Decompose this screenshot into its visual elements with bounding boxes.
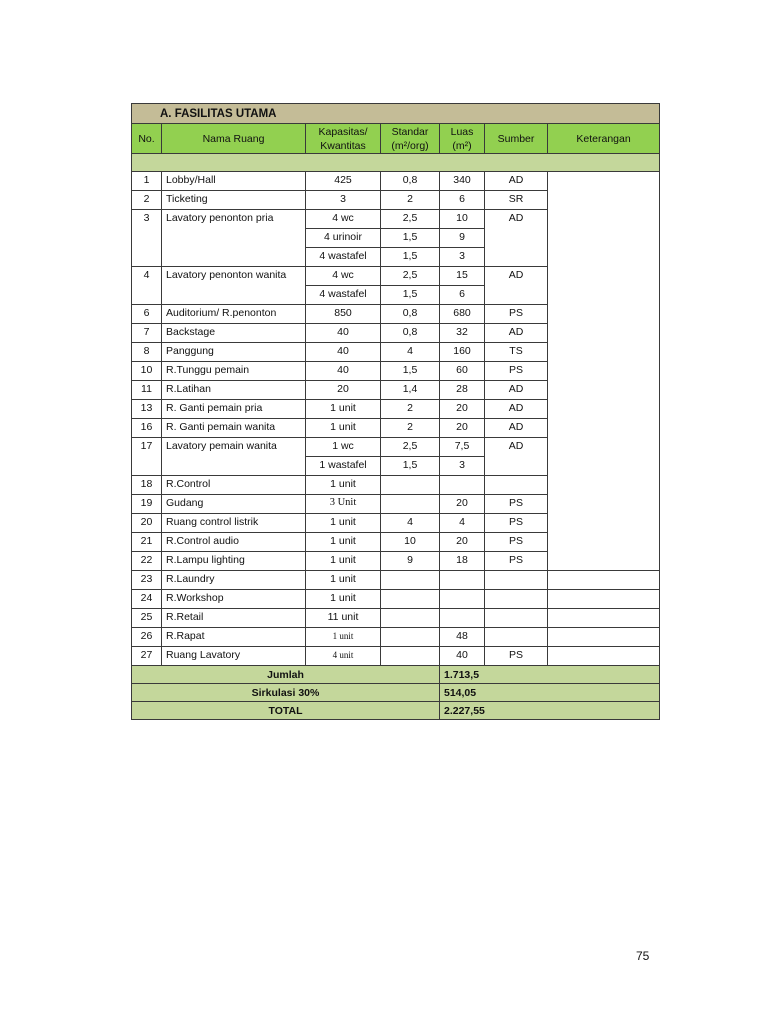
cell-kapasitas: 3 Unit [306, 495, 381, 514]
cell-standar: 1,5 [381, 229, 440, 248]
cell-standar [381, 628, 440, 647]
cell-luas: 15 [440, 267, 485, 286]
table-row [132, 571, 660, 590]
cell-sumber [485, 609, 548, 628]
page-number: 75 [636, 949, 650, 963]
cell-luas [440, 590, 485, 609]
cell-luas: 10 [440, 210, 485, 229]
cell-sumber: AD [485, 324, 548, 343]
cell-kapasitas: 4 wc [306, 267, 381, 286]
cell-kapasitas: 1 unit [306, 552, 381, 571]
cell-nama: Lavatory penonton wanita [162, 267, 306, 305]
cell-no: 7 [132, 324, 162, 343]
header-nama-ruang: Nama Ruang [162, 124, 306, 154]
header-standar: Standar (m²/org) [381, 124, 440, 154]
cell-kapasitas: 20 [306, 381, 381, 400]
cell-keterangan [548, 590, 660, 609]
cell-nama: Lavatory pemain wanita [162, 438, 306, 476]
cell-nama: R.Control audio [162, 533, 306, 552]
cell-kapasitas: 3 [306, 191, 381, 210]
cell-kapasitas: 1 unit [306, 400, 381, 419]
table-row [132, 628, 660, 647]
header-kapasitas: Kapasitas/ Kwantitas [306, 124, 381, 154]
cell-luas: 40 [440, 647, 485, 666]
cell-keterangan [548, 647, 660, 666]
cell-luas [440, 476, 485, 495]
cell-luas: 3 [440, 457, 485, 476]
cell-kapasitas: 4 wastafel [306, 286, 381, 305]
cell-keterangan [548, 609, 660, 628]
cell-no: 22 [132, 552, 162, 571]
cell-nama: R.Rapat [162, 628, 306, 647]
cell-nama: R.Lampu lighting [162, 552, 306, 571]
table-row [132, 647, 660, 666]
cell-nama: Gudang [162, 495, 306, 514]
cell-kapasitas: 4 wc [306, 210, 381, 229]
cell-nama: R.Laundry [162, 571, 306, 590]
cell-nama: Lobby/Hall [162, 172, 306, 191]
cell-no: 20 [132, 514, 162, 533]
table-row [132, 590, 660, 609]
cell-luas: 160 [440, 343, 485, 362]
cell-nama: Auditorium/ R.penonton [162, 305, 306, 324]
cell-luas: 680 [440, 305, 485, 324]
cell-standar: 2 [381, 400, 440, 419]
summary-row-sirkulasi [132, 684, 660, 702]
summary-value: 2.227,55 [440, 702, 660, 720]
cell-kapasitas: 850 [306, 305, 381, 324]
cell-no: 10 [132, 362, 162, 381]
cell-no: 23 [132, 571, 162, 590]
cell-sumber: AD [485, 438, 548, 476]
cell-standar: 1,5 [381, 248, 440, 267]
header-spacer-row [132, 154, 660, 172]
cell-no: 8 [132, 343, 162, 362]
cell-nama: R.Control [162, 476, 306, 495]
cell-sumber: PS [485, 495, 548, 514]
summary-row-total [132, 702, 660, 720]
cell-nama: R.Workshop [162, 590, 306, 609]
cell-kapasitas: 1 unit [306, 628, 381, 647]
cell-no: 26 [132, 628, 162, 647]
cell-sumber: SR [485, 191, 548, 210]
cell-kapasitas: 40 [306, 362, 381, 381]
cell-nama: R.Retail [162, 609, 306, 628]
cell-no: 17 [132, 438, 162, 476]
summary-label: TOTAL [132, 702, 440, 720]
cell-nama: Lavatory penonton pria [162, 210, 306, 267]
cell-sumber: AD [485, 267, 548, 305]
section-title: A. FASILITAS UTAMA [132, 104, 660, 124]
summary-value: 514,05 [440, 684, 660, 702]
cell-sumber: PS [485, 552, 548, 571]
cell-standar: 2,5 [381, 267, 440, 286]
summary-value: 1.713,5 [440, 666, 660, 684]
cell-no: 24 [132, 590, 162, 609]
cell-no: 18 [132, 476, 162, 495]
cell-sumber [485, 571, 548, 590]
summary-row-jumlah [132, 666, 660, 684]
cell-sumber: AD [485, 400, 548, 419]
cell-luas: 340 [440, 172, 485, 191]
cell-kapasitas: 1 unit [306, 533, 381, 552]
cell-standar: 1,5 [381, 457, 440, 476]
cell-no: 1 [132, 172, 162, 191]
section-title-row [132, 104, 660, 124]
header-sumber: Sumber [485, 124, 548, 154]
cell-sumber [485, 590, 548, 609]
cell-sumber: PS [485, 305, 548, 324]
cell-luas: 28 [440, 381, 485, 400]
cell-sumber: PS [485, 533, 548, 552]
cell-nama: R.Tunggu pemain [162, 362, 306, 381]
cell-standar: 0,8 [381, 324, 440, 343]
cell-standar [381, 590, 440, 609]
cell-standar: 2 [381, 419, 440, 438]
cell-standar: 4 [381, 343, 440, 362]
cell-sumber: TS [485, 343, 548, 362]
cell-kapasitas: 1 unit [306, 476, 381, 495]
cell-sumber [485, 628, 548, 647]
cell-standar: 0,8 [381, 305, 440, 324]
cell-luas [440, 571, 485, 590]
cell-kapasitas: 1 unit [306, 571, 381, 590]
cell-nama: Panggung [162, 343, 306, 362]
cell-luas: 18 [440, 552, 485, 571]
summary-label: Sirkulasi 30% [132, 684, 440, 702]
cell-no: 21 [132, 533, 162, 552]
cell-standar: 2,5 [381, 210, 440, 229]
cell-standar: 9 [381, 552, 440, 571]
table-row [132, 609, 660, 628]
cell-nama: Ruang Lavatory [162, 647, 306, 666]
header-no: No. [132, 124, 162, 154]
cell-kapasitas: 4 urinoir [306, 229, 381, 248]
cell-kapasitas: 4 wastafel [306, 248, 381, 267]
facility-table [131, 103, 660, 720]
cell-kapasitas: 11 unit [306, 609, 381, 628]
cell-standar [381, 476, 440, 495]
cell-kapasitas: 1 unit [306, 514, 381, 533]
cell-kapasitas: 1 wc [306, 438, 381, 457]
cell-sumber: PS [485, 362, 548, 381]
cell-nama: Backstage [162, 324, 306, 343]
cell-standar [381, 609, 440, 628]
cell-no: 2 [132, 191, 162, 210]
cell-luas: 20 [440, 495, 485, 514]
cell-luas: 60 [440, 362, 485, 381]
cell-sumber: AD [485, 419, 548, 438]
cell-sumber: AD [485, 172, 548, 191]
cell-no: 4 [132, 267, 162, 305]
cell-nama: Ticketing [162, 191, 306, 210]
cell-nama: R. Ganti pemain pria [162, 400, 306, 419]
cell-luas: 48 [440, 628, 485, 647]
header-keterangan: Keterangan [548, 124, 660, 154]
cell-standar: 2,5 [381, 438, 440, 457]
cell-no: 6 [132, 305, 162, 324]
cell-kapasitas: 40 [306, 343, 381, 362]
cell-standar [381, 647, 440, 666]
cell-sumber: AD [485, 210, 548, 267]
cell-standar: 1,5 [381, 362, 440, 381]
cell-sumber [485, 476, 548, 495]
cell-standar: 4 [381, 514, 440, 533]
cell-standar: 1,4 [381, 381, 440, 400]
cell-keterangan [548, 571, 660, 590]
cell-sumber: PS [485, 514, 548, 533]
header-luas: Luas (m²) [440, 124, 485, 154]
cell-standar: 2 [381, 191, 440, 210]
cell-luas: 6 [440, 286, 485, 305]
cell-luas [440, 609, 485, 628]
cell-luas: 6 [440, 191, 485, 210]
cell-luas: 3 [440, 248, 485, 267]
cell-standar [381, 495, 440, 514]
cell-no: 11 [132, 381, 162, 400]
cell-kapasitas: 1 unit [306, 419, 381, 438]
cell-no: 16 [132, 419, 162, 438]
cell-no: 19 [132, 495, 162, 514]
cell-luas: 20 [440, 419, 485, 438]
cell-no: 13 [132, 400, 162, 419]
cell-nama: Ruang control listrik [162, 514, 306, 533]
cell-luas: 20 [440, 533, 485, 552]
table-row [132, 172, 660, 191]
cell-kapasitas: 1 wastafel [306, 457, 381, 476]
cell-luas: 7,5 [440, 438, 485, 457]
cell-sumber: AD [485, 381, 548, 400]
cell-no: 27 [132, 647, 162, 666]
cell-nama: R.Latihan [162, 381, 306, 400]
cell-kapasitas: 40 [306, 324, 381, 343]
cell-keterangan [548, 172, 660, 571]
cell-sumber: PS [485, 647, 548, 666]
cell-luas: 32 [440, 324, 485, 343]
cell-kapasitas: 1 unit [306, 590, 381, 609]
cell-standar: 10 [381, 533, 440, 552]
cell-no: 25 [132, 609, 162, 628]
cell-luas: 9 [440, 229, 485, 248]
cell-no: 3 [132, 210, 162, 267]
header-row [132, 124, 660, 154]
summary-label: Jumlah [132, 666, 440, 684]
cell-standar [381, 571, 440, 590]
cell-keterangan [548, 628, 660, 647]
cell-standar: 0,8 [381, 172, 440, 191]
cell-kapasitas: 425 [306, 172, 381, 191]
cell-standar: 1,5 [381, 286, 440, 305]
cell-kapasitas: 4 unit [306, 647, 381, 666]
cell-nama: R. Ganti pemain wanita [162, 419, 306, 438]
cell-luas: 20 [440, 400, 485, 419]
cell-luas: 4 [440, 514, 485, 533]
